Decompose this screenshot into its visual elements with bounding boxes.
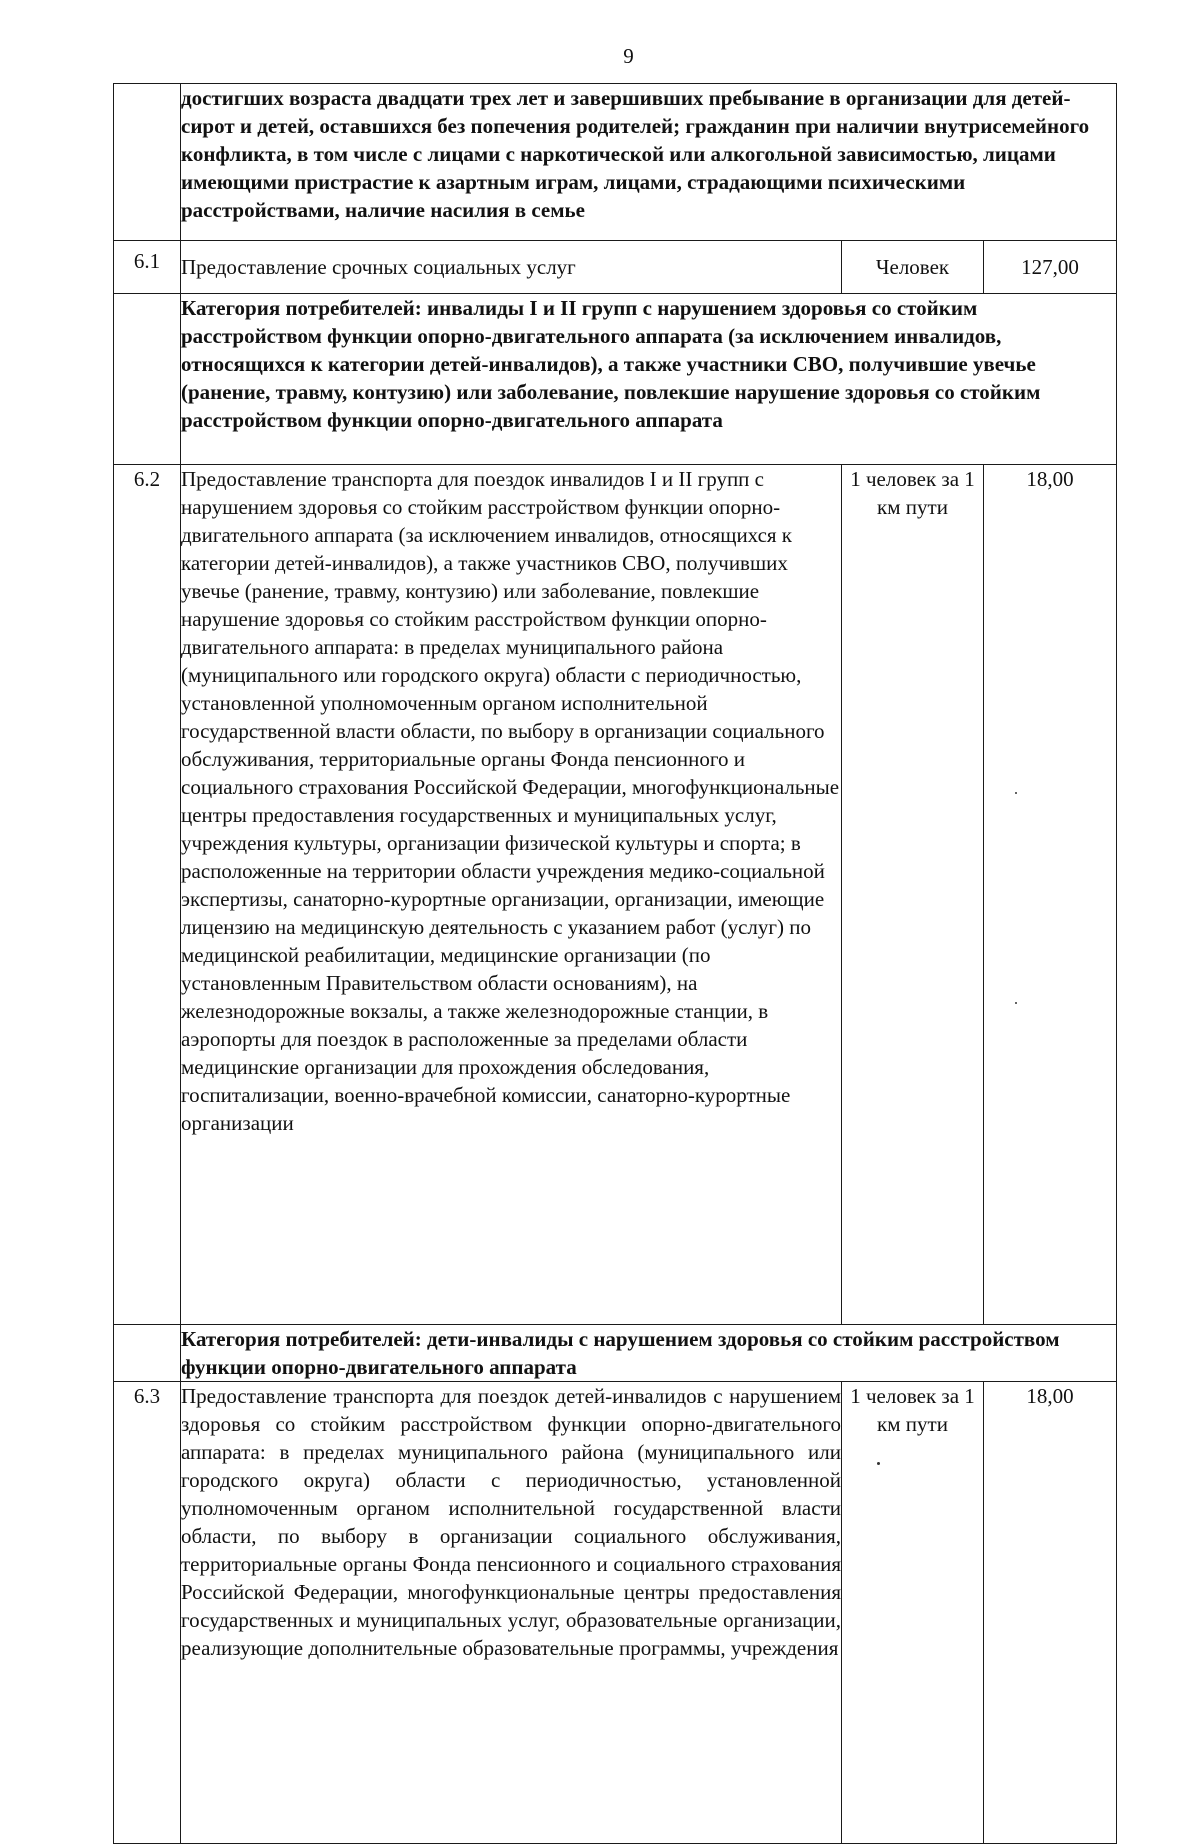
- tariff-table: [113, 83, 1117, 1844]
- service-name: Предоставление транспорта для поездок детей-инвалидов с нарушением здоровья со стойким расстройством функции опорно-двигательного аппарата: в пределах муниципального района (муниципального или городского округа) области с периодичностью, установленной уполномоченным органом исполнительной государственной власти области, по выбору в организации социального обслуживания, территориальные органы Фонда пенсионного и социального страхования Российской Федерации, многофункциональные центры предоставления государственных и муниципальных услуг, образовательные организации, реализующие дополнительные образовательные программы, учреждения: [181, 1382, 842, 1844]
- row-number: [114, 1325, 181, 1382]
- table-row: [114, 241, 1117, 294]
- tariff-value: 127,00: [984, 241, 1117, 294]
- row-number: 6.3: [114, 1382, 181, 1844]
- table-row: [114, 1325, 1117, 1382]
- row-number: [114, 294, 181, 465]
- table-row: [114, 465, 1117, 1325]
- category-heading: Категория потребителей: дети-инвалиды с нарушением здоровья со стойким расстройством функции опорно-двигательного аппарата: [181, 1325, 1117, 1382]
- page-number: 9: [623, 44, 634, 68]
- row-number: 6.2: [114, 465, 181, 1325]
- category-text: достигших возраста двадцати трех лет и завершивших пребывание в организации для детей-сирот и детей, оставшихся без попечения родителей; гражданин при наличии внутрисемейного конфликта, в том числе с лицами с наркотической или алкогольной зависимостью, лицами имеющими пристрастие к азартным играм, лицами, страдающими психическими расстройствами, наличие насилия в семье: [181, 84, 1117, 241]
- service-name: Предоставление транспорта для поездок инвалидов I и II групп с нарушением здоровья со стойким расстройством функции опорно-двигательного аппарата (за исключением инвалидов, относящихся к категории детей-инвалидов), а также участников СВО, получивших увечье (ранение, травму, контузию) или заболевание, повлекшие нарушение здоровья со стойким расстройством функции опорно-двигательного аппарата: в пределах муниципального района (муниципального или городского округа) области с периодичностью, установленной уполномоченным органом исполнительной государственной власти области, по выбору в организации социального обслуживания, территориальные органы Фонда пенсионного и социального страхования Российской Федерации, многофункциональные центры предоставления государственных и муниципальных услуг, учреждения культуры, организации физической культуры и спорта; в расположенные на территории области учреждения медико-социальной экспертизы, санаторно-курортные организации, организации, имеющие лицензию на медицинскую деятельность с указанием работ (услуг) по медицинской реабилитации, медицинские организации (по установленным Правительством области основаниям), на железнодорожные вокзалы, а также железнодорожные станции, в аэропорты для поездок в расположенные за пределами области медицинские организации для прохождения обследования, госпитализации, военно-врачебной комиссии, санаторно-курортные организации: [181, 465, 842, 1325]
- table-row: [114, 84, 1117, 241]
- unit-of-measure: Человек: [842, 241, 984, 294]
- service-name: Предоставление срочных социальных услуг: [181, 241, 842, 294]
- scan-speck: [877, 1462, 880, 1465]
- tariff-value: 18,00: [984, 465, 1117, 1325]
- table-row: [114, 294, 1117, 465]
- tariff-value: 18,00: [984, 1382, 1117, 1844]
- row-number: [114, 84, 181, 241]
- table-row: [114, 1382, 1117, 1844]
- category-heading: Категория потребителей: инвалиды I и II групп с нарушением здоровья со стойким расстройством функции опорно-двигательного аппарата (за исключением инвалидов, относящихся к категории детей-инвалидов), а также участники СВО, получившие увечье (ранение, травму, контузию) или заболевание, повлекшие нарушение здоровья со стойким расстройством функции опорно-двигательного аппарата: [181, 294, 1117, 465]
- unit-of-measure: 1 человек за 1 км пути: [842, 465, 984, 1325]
- row-number: 6.1: [114, 241, 181, 294]
- scan-speck: [1015, 1002, 1017, 1004]
- scan-speck: [1015, 792, 1017, 794]
- unit-of-measure: 1 человек за 1 км пути: [842, 1382, 984, 1844]
